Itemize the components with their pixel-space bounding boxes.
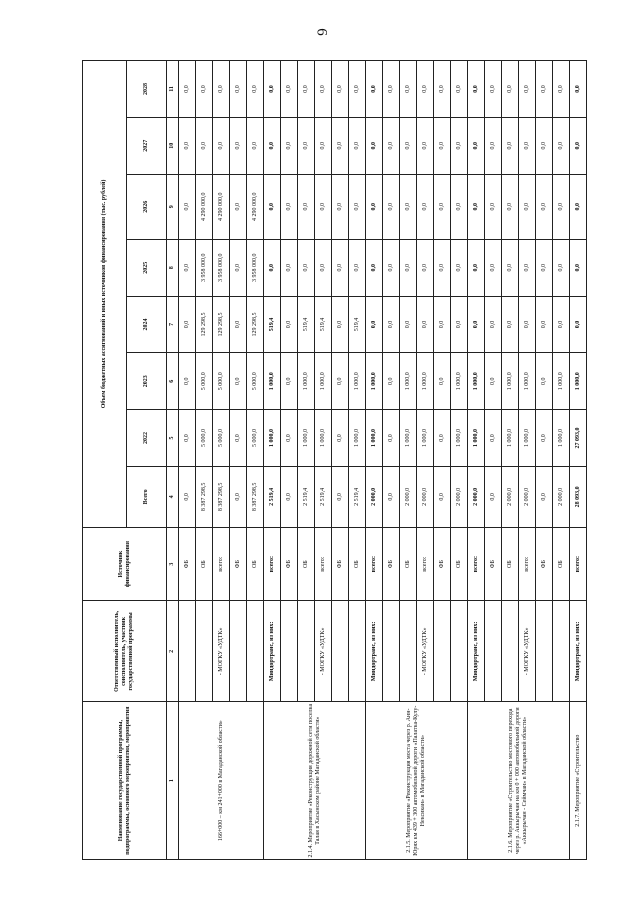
year-value-cell: 0,0 [196, 61, 213, 118]
year-value-cell: 4 290 000,0 [196, 174, 213, 239]
responsible-cell: Миндортранс, из них: [570, 601, 587, 702]
year-value-cell: 0,0 [247, 117, 264, 174]
year-value-cell: 0,0 [281, 239, 298, 296]
year-value-cell: 1 000,0 [400, 353, 417, 410]
year-value-cell: 0,0 [179, 61, 196, 118]
year-value-cell: 129 298,5 [213, 296, 230, 353]
year-value-cell: 0,0 [230, 61, 247, 118]
responsible-cell [383, 601, 400, 702]
source-cell: всего: [417, 527, 434, 601]
year-value-cell: 0,0 [434, 61, 451, 118]
total-cell: 0,0 [536, 466, 553, 527]
year-value-cell: 27 093,0 [570, 410, 587, 467]
responsible-cell [281, 601, 298, 702]
source-cell: ФБ [281, 527, 298, 601]
responsible-cell: - МОГКУ «УДТК» [213, 601, 230, 702]
year-value-cell: 0,0 [519, 61, 536, 118]
year-value-cell: 0,0 [281, 296, 298, 353]
year-value-cell: 1 000,0 [417, 353, 434, 410]
year-value-cell: 0,0 [332, 353, 349, 410]
total-cell: 28 093,0 [570, 466, 587, 527]
header-year: 2028 [127, 61, 167, 118]
page-number: 6 [313, 28, 330, 36]
year-value-cell: 129 298,5 [247, 296, 264, 353]
year-value-cell: 0,0 [536, 239, 553, 296]
total-cell: 2 519,4 [298, 466, 315, 527]
source-cell: всего: [519, 527, 536, 601]
total-cell: 0,0 [485, 466, 502, 527]
year-value-cell: 0,0 [366, 239, 383, 296]
responsible-cell [400, 601, 417, 702]
year-value-cell: 1 000,0 [366, 353, 383, 410]
year-value-cell: 0,0 [485, 117, 502, 174]
source-cell: всего: [366, 527, 383, 601]
year-value-cell: 519,4 [315, 296, 332, 353]
responsible-cell: - МОГКУ «УДТК» [315, 601, 332, 702]
year-value-cell: 0,0 [519, 239, 536, 296]
responsible-cell: - МОГКУ «УДТК» [519, 601, 536, 702]
source-cell: ОБ [196, 527, 213, 601]
year-value-cell: 1 000,0 [400, 410, 417, 467]
year-value-cell: 0,0 [451, 174, 468, 239]
header-year: 2025 [127, 239, 167, 296]
year-value-cell: 0,0 [281, 117, 298, 174]
year-value-cell: 0,0 [315, 239, 332, 296]
year-value-cell: 519,4 [298, 296, 315, 353]
table-row [264, 61, 281, 860]
year-value-cell: 0,0 [383, 117, 400, 174]
year-value-cell: 1 000,0 [519, 410, 536, 467]
responsible-cell [179, 601, 196, 702]
responsible-cell [485, 601, 502, 702]
header-source: Источник финансирования [83, 527, 167, 601]
table-row [179, 61, 196, 860]
table-body [179, 61, 587, 860]
year-value-cell: 0,0 [383, 410, 400, 467]
year-value-cell: 5 000,0 [213, 410, 230, 467]
col-number: 11 [167, 61, 179, 118]
table-row [366, 61, 383, 860]
year-value-cell: 0,0 [179, 296, 196, 353]
year-value-cell: 0,0 [366, 174, 383, 239]
year-value-cell: 0,0 [485, 410, 502, 467]
year-value-cell: 0,0 [485, 296, 502, 353]
source-cell: ОБ [349, 527, 366, 601]
year-value-cell: 0,0 [230, 296, 247, 353]
year-value-cell: 0,0 [417, 296, 434, 353]
year-value-cell: 0,0 [383, 61, 400, 118]
total-cell: 0,0 [179, 466, 196, 527]
total-cell: 0,0 [434, 466, 451, 527]
year-value-cell: 1 000,0 [298, 353, 315, 410]
year-value-cell: 0,0 [417, 117, 434, 174]
year-value-cell: 0,0 [417, 239, 434, 296]
source-cell: всего: [315, 527, 332, 601]
year-value-cell: 0,0 [383, 174, 400, 239]
year-value-cell: 0,0 [332, 61, 349, 118]
year-value-cell: 0,0 [553, 61, 570, 118]
measure-name: 2.1.7. Мероприятие «Строительство [570, 702, 587, 860]
year-value-cell: 0,0 [570, 239, 587, 296]
year-value-cell: 0,0 [315, 117, 332, 174]
year-value-cell: 519,4 [264, 296, 281, 353]
col-number: 7 [167, 296, 179, 353]
header-total: Всего [127, 466, 167, 527]
year-value-cell: 519,4 [349, 296, 366, 353]
year-value-cell: 0,0 [434, 239, 451, 296]
responsible-cell [298, 601, 315, 702]
year-value-cell: 0,0 [366, 296, 383, 353]
year-value-cell: 0,0 [485, 61, 502, 118]
total-cell: 2 000,0 [451, 466, 468, 527]
header-year: 2027 [127, 117, 167, 174]
source-cell: ОБ [298, 527, 315, 601]
year-value-cell: 0,0 [536, 174, 553, 239]
responsible-cell [502, 601, 519, 702]
responsible-cell [332, 601, 349, 702]
year-value-cell: 1 000,0 [553, 410, 570, 467]
year-value-cell: 5 000,0 [247, 353, 264, 410]
col-number: 8 [167, 239, 179, 296]
source-cell: ФБ [179, 527, 196, 601]
year-value-cell: 0,0 [451, 117, 468, 174]
year-value-cell: 0,0 [570, 296, 587, 353]
responsible-cell [247, 601, 264, 702]
header-year: 2026 [127, 174, 167, 239]
responsible-cell [196, 601, 213, 702]
year-value-cell: 1 000,0 [502, 353, 519, 410]
source-cell: ОБ [502, 527, 519, 601]
year-value-cell: 0,0 [485, 239, 502, 296]
responsible-cell [553, 601, 570, 702]
year-value-cell: 0,0 [349, 239, 366, 296]
total-cell: 0,0 [332, 466, 349, 527]
year-value-cell: 0,0 [400, 117, 417, 174]
header-year: 2022 [127, 410, 167, 467]
year-value-cell: 0,0 [332, 239, 349, 296]
year-value-cell: 0,0 [536, 117, 553, 174]
year-value-cell: 1 000,0 [519, 353, 536, 410]
source-cell: ОБ [400, 527, 417, 601]
responsible-cell [230, 601, 247, 702]
year-value-cell: 0,0 [519, 117, 536, 174]
col-number: 4 [167, 466, 179, 527]
rotated-table-wrapper [82, 60, 602, 860]
year-value-cell: 0,0 [519, 296, 536, 353]
header-year: 2024 [127, 296, 167, 353]
responsible-cell [536, 601, 553, 702]
year-value-cell: 0,0 [281, 174, 298, 239]
year-value-cell: 0,0 [230, 410, 247, 467]
year-value-cell: 0,0 [298, 117, 315, 174]
year-value-cell: 0,0 [213, 61, 230, 118]
year-value-cell: 0,0 [536, 410, 553, 467]
total-cell: 2 000,0 [366, 466, 383, 527]
year-value-cell: 0,0 [298, 239, 315, 296]
year-value-cell: 0,0 [298, 174, 315, 239]
total-cell: 0,0 [281, 466, 298, 527]
year-value-cell: 0,0 [264, 239, 281, 296]
year-value-cell: 0,0 [264, 174, 281, 239]
year-value-cell: 0,0 [247, 61, 264, 118]
year-value-cell: 0,0 [332, 296, 349, 353]
year-value-cell: 0,0 [281, 410, 298, 467]
year-value-cell: 0,0 [417, 61, 434, 118]
year-value-cell: 0,0 [332, 174, 349, 239]
year-value-cell: 0,0 [349, 117, 366, 174]
year-value-cell: 1 000,0 [298, 410, 315, 467]
year-value-cell: 0,0 [434, 410, 451, 467]
year-value-cell: 1 000,0 [366, 410, 383, 467]
year-value-cell: 0,0 [434, 174, 451, 239]
year-value-cell: 0,0 [400, 296, 417, 353]
year-value-cell: 1 000,0 [570, 353, 587, 410]
col-number: 3 [167, 527, 179, 601]
total-cell: 8 387 298,5 [213, 466, 230, 527]
year-value-cell: 0,0 [468, 117, 485, 174]
table-row [570, 61, 587, 860]
column-number-row [167, 61, 179, 860]
total-cell: 2 000,0 [502, 466, 519, 527]
responsible-cell [349, 601, 366, 702]
year-value-cell: 0,0 [179, 353, 196, 410]
year-value-cell: 3 958 000,0 [247, 239, 264, 296]
year-value-cell: 5 000,0 [196, 410, 213, 467]
year-value-cell: 1 000,0 [451, 353, 468, 410]
year-value-cell: 5 000,0 [247, 410, 264, 467]
year-value-cell: 129 298,5 [196, 296, 213, 353]
source-cell: всего: [570, 527, 587, 601]
year-value-cell: 0,0 [230, 117, 247, 174]
total-cell: 8 387 298,5 [196, 466, 213, 527]
header-year: 2023 [127, 353, 167, 410]
col-number: 9 [167, 174, 179, 239]
col-number: 6 [167, 353, 179, 410]
source-cell: ФБ [383, 527, 400, 601]
total-cell: 2 000,0 [553, 466, 570, 527]
total-cell: 2 000,0 [417, 466, 434, 527]
col-number: 5 [167, 410, 179, 467]
responsible-cell [434, 601, 451, 702]
year-value-cell: 0,0 [264, 61, 281, 118]
year-value-cell: 0,0 [332, 410, 349, 467]
year-value-cell: 0,0 [536, 353, 553, 410]
year-value-cell: 1 000,0 [451, 410, 468, 467]
year-value-cell: 1 000,0 [349, 410, 366, 467]
source-cell: ФБ [332, 527, 349, 601]
year-value-cell: 0,0 [451, 296, 468, 353]
year-value-cell: 5 000,0 [213, 353, 230, 410]
total-cell: 2 519,4 [264, 466, 281, 527]
header-responsible: Ответственный исполнитель, соисполнитель, участник государственной программы [83, 601, 167, 702]
year-value-cell: 1 000,0 [264, 410, 281, 467]
year-value-cell: 0,0 [298, 61, 315, 118]
year-value-cell: 1 000,0 [349, 353, 366, 410]
year-value-cell: 0,0 [502, 117, 519, 174]
source-cell: ФБ [434, 527, 451, 601]
year-value-cell: 0,0 [315, 174, 332, 239]
year-value-cell: 0,0 [264, 117, 281, 174]
col-number: 2 [167, 601, 179, 702]
year-value-cell: 0,0 [468, 174, 485, 239]
total-cell: 0,0 [230, 466, 247, 527]
responsible-cell: Миндортранс, из них: [366, 601, 383, 702]
year-value-cell: 0,0 [281, 61, 298, 118]
year-value-cell: 0,0 [349, 174, 366, 239]
total-cell: 2 519,4 [315, 466, 332, 527]
year-value-cell: 0,0 [553, 239, 570, 296]
year-value-cell: 1 000,0 [417, 410, 434, 467]
year-value-cell: 0,0 [570, 61, 587, 118]
year-value-cell: 0,0 [502, 174, 519, 239]
year-value-cell: 0,0 [230, 239, 247, 296]
year-value-cell: 0,0 [400, 61, 417, 118]
financing-table [82, 60, 587, 860]
source-cell: всего: [468, 527, 485, 601]
source-cell: ОБ [247, 527, 264, 601]
total-cell: 8 387 298,5 [247, 466, 264, 527]
responsible-cell: - МОГКУ «УДТК» [417, 601, 434, 702]
year-value-cell: 0,0 [553, 117, 570, 174]
year-value-cell: 1 000,0 [553, 353, 570, 410]
year-value-cell: 0,0 [417, 174, 434, 239]
year-value-cell: 0,0 [366, 117, 383, 174]
measure-name: 2.1.5. Мероприятие «Реконструкция моста через р. Анн-Юрях км 439 + 300 автомобильной дороги «Палатка-Кулу-Нексикан» в Магаданской области» [366, 702, 468, 860]
year-value-cell: 0,0 [332, 117, 349, 174]
source-cell: ФБ [536, 527, 553, 601]
year-value-cell: 1 000,0 [315, 410, 332, 467]
responsible-cell: Минд​орт​ранс, из них: [264, 601, 281, 702]
year-value-cell: 3 958 000,0 [196, 239, 213, 296]
year-value-cell: 0,0 [196, 117, 213, 174]
year-value-cell: 0,0 [366, 61, 383, 118]
year-value-cell: 0,0 [434, 353, 451, 410]
year-value-cell: 0,0 [349, 61, 366, 118]
col-number: 1 [167, 702, 179, 860]
total-cell: 2 000,0 [519, 466, 536, 527]
year-value-cell: 0,0 [536, 296, 553, 353]
measure-name: 166+000 – км 241+000 в Магаданской области» [179, 702, 264, 860]
year-value-cell: 0,0 [179, 239, 196, 296]
year-value-cell: 0,0 [553, 174, 570, 239]
table-row [468, 61, 485, 860]
source-cell: всего: [213, 527, 230, 601]
year-value-cell: 0,0 [383, 239, 400, 296]
source-cell: ОБ [553, 527, 570, 601]
year-value-cell: 0,0 [400, 239, 417, 296]
source-cell: всего: [264, 527, 281, 601]
year-value-cell: 0,0 [451, 61, 468, 118]
year-value-cell: 0,0 [570, 174, 587, 239]
source-cell: ОБ [451, 527, 468, 601]
year-value-cell: 0,0 [502, 296, 519, 353]
year-value-cell: 0,0 [502, 61, 519, 118]
year-value-cell: 0,0 [315, 61, 332, 118]
year-value-cell: 4 290 000,0 [247, 174, 264, 239]
year-value-cell: 0,0 [281, 353, 298, 410]
year-value-cell: 0,0 [468, 61, 485, 118]
year-value-cell: 0,0 [485, 174, 502, 239]
year-value-cell: 0,0 [553, 296, 570, 353]
year-value-cell: 0,0 [230, 353, 247, 410]
year-value-cell: 0,0 [179, 174, 196, 239]
total-cell: 2 000,0 [468, 466, 485, 527]
col-number: 10 [167, 117, 179, 174]
year-value-cell: 1 000,0 [315, 353, 332, 410]
year-value-cell: 5 000,0 [196, 353, 213, 410]
total-cell: 2 000,0 [400, 466, 417, 527]
total-cell: 0,0 [383, 466, 400, 527]
responsible-cell [451, 601, 468, 702]
year-value-cell: 4 290 000,0 [213, 174, 230, 239]
year-value-cell: 0,0 [230, 174, 247, 239]
header-name: Наименование государственной программы, подпрограммы, основного мероприятия, мероприятия [83, 702, 167, 860]
year-value-cell: 0,0 [179, 117, 196, 174]
year-value-cell: 1 000,0 [502, 410, 519, 467]
year-value-cell: 0,0 [383, 353, 400, 410]
header-volume: Объем бюджетных ассигнований и иных источников финансирования (тыс. рублей) [83, 61, 127, 528]
year-value-cell: 0,0 [468, 239, 485, 296]
year-value-cell: 0,0 [451, 239, 468, 296]
year-value-cell: 1 000,0 [468, 353, 485, 410]
year-value-cell: 0,0 [179, 410, 196, 467]
year-value-cell: 0,0 [434, 117, 451, 174]
year-value-cell: 3 958 000,0 [213, 239, 230, 296]
year-value-cell: 0,0 [502, 239, 519, 296]
year-value-cell: 0,0 [468, 296, 485, 353]
year-value-cell: 0,0 [400, 174, 417, 239]
source-cell: ФБ [230, 527, 247, 601]
year-value-cell: 1 000,0 [468, 410, 485, 467]
year-value-cell: 0,0 [485, 353, 502, 410]
total-cell: 2 519,4 [349, 466, 366, 527]
year-value-cell: 0,0 [434, 296, 451, 353]
year-value-cell: 0,0 [519, 174, 536, 239]
source-cell: ФБ [485, 527, 502, 601]
year-value-cell: 0,0 [213, 117, 230, 174]
year-value-cell: 0,0 [570, 117, 587, 174]
year-value-cell: 0,0 [536, 61, 553, 118]
year-value-cell: 1 000,0 [264, 353, 281, 410]
measure-name: 2.1.6. Мероприятие «Строительство мостового перехода через р. Аккырычан на км 0 + 000 автомобильной дороги «Аккырычан - Сеймчан» в Магаданской области» [468, 702, 570, 860]
measure-name: 2.1.4. Мероприятие «Реконструкция дорожной сети поселка Талая в Хасынском районе Магаданской области» [264, 702, 366, 860]
year-value-cell: 0,0 [383, 296, 400, 353]
responsible-cell: Миндортранс, из них: [468, 601, 485, 702]
